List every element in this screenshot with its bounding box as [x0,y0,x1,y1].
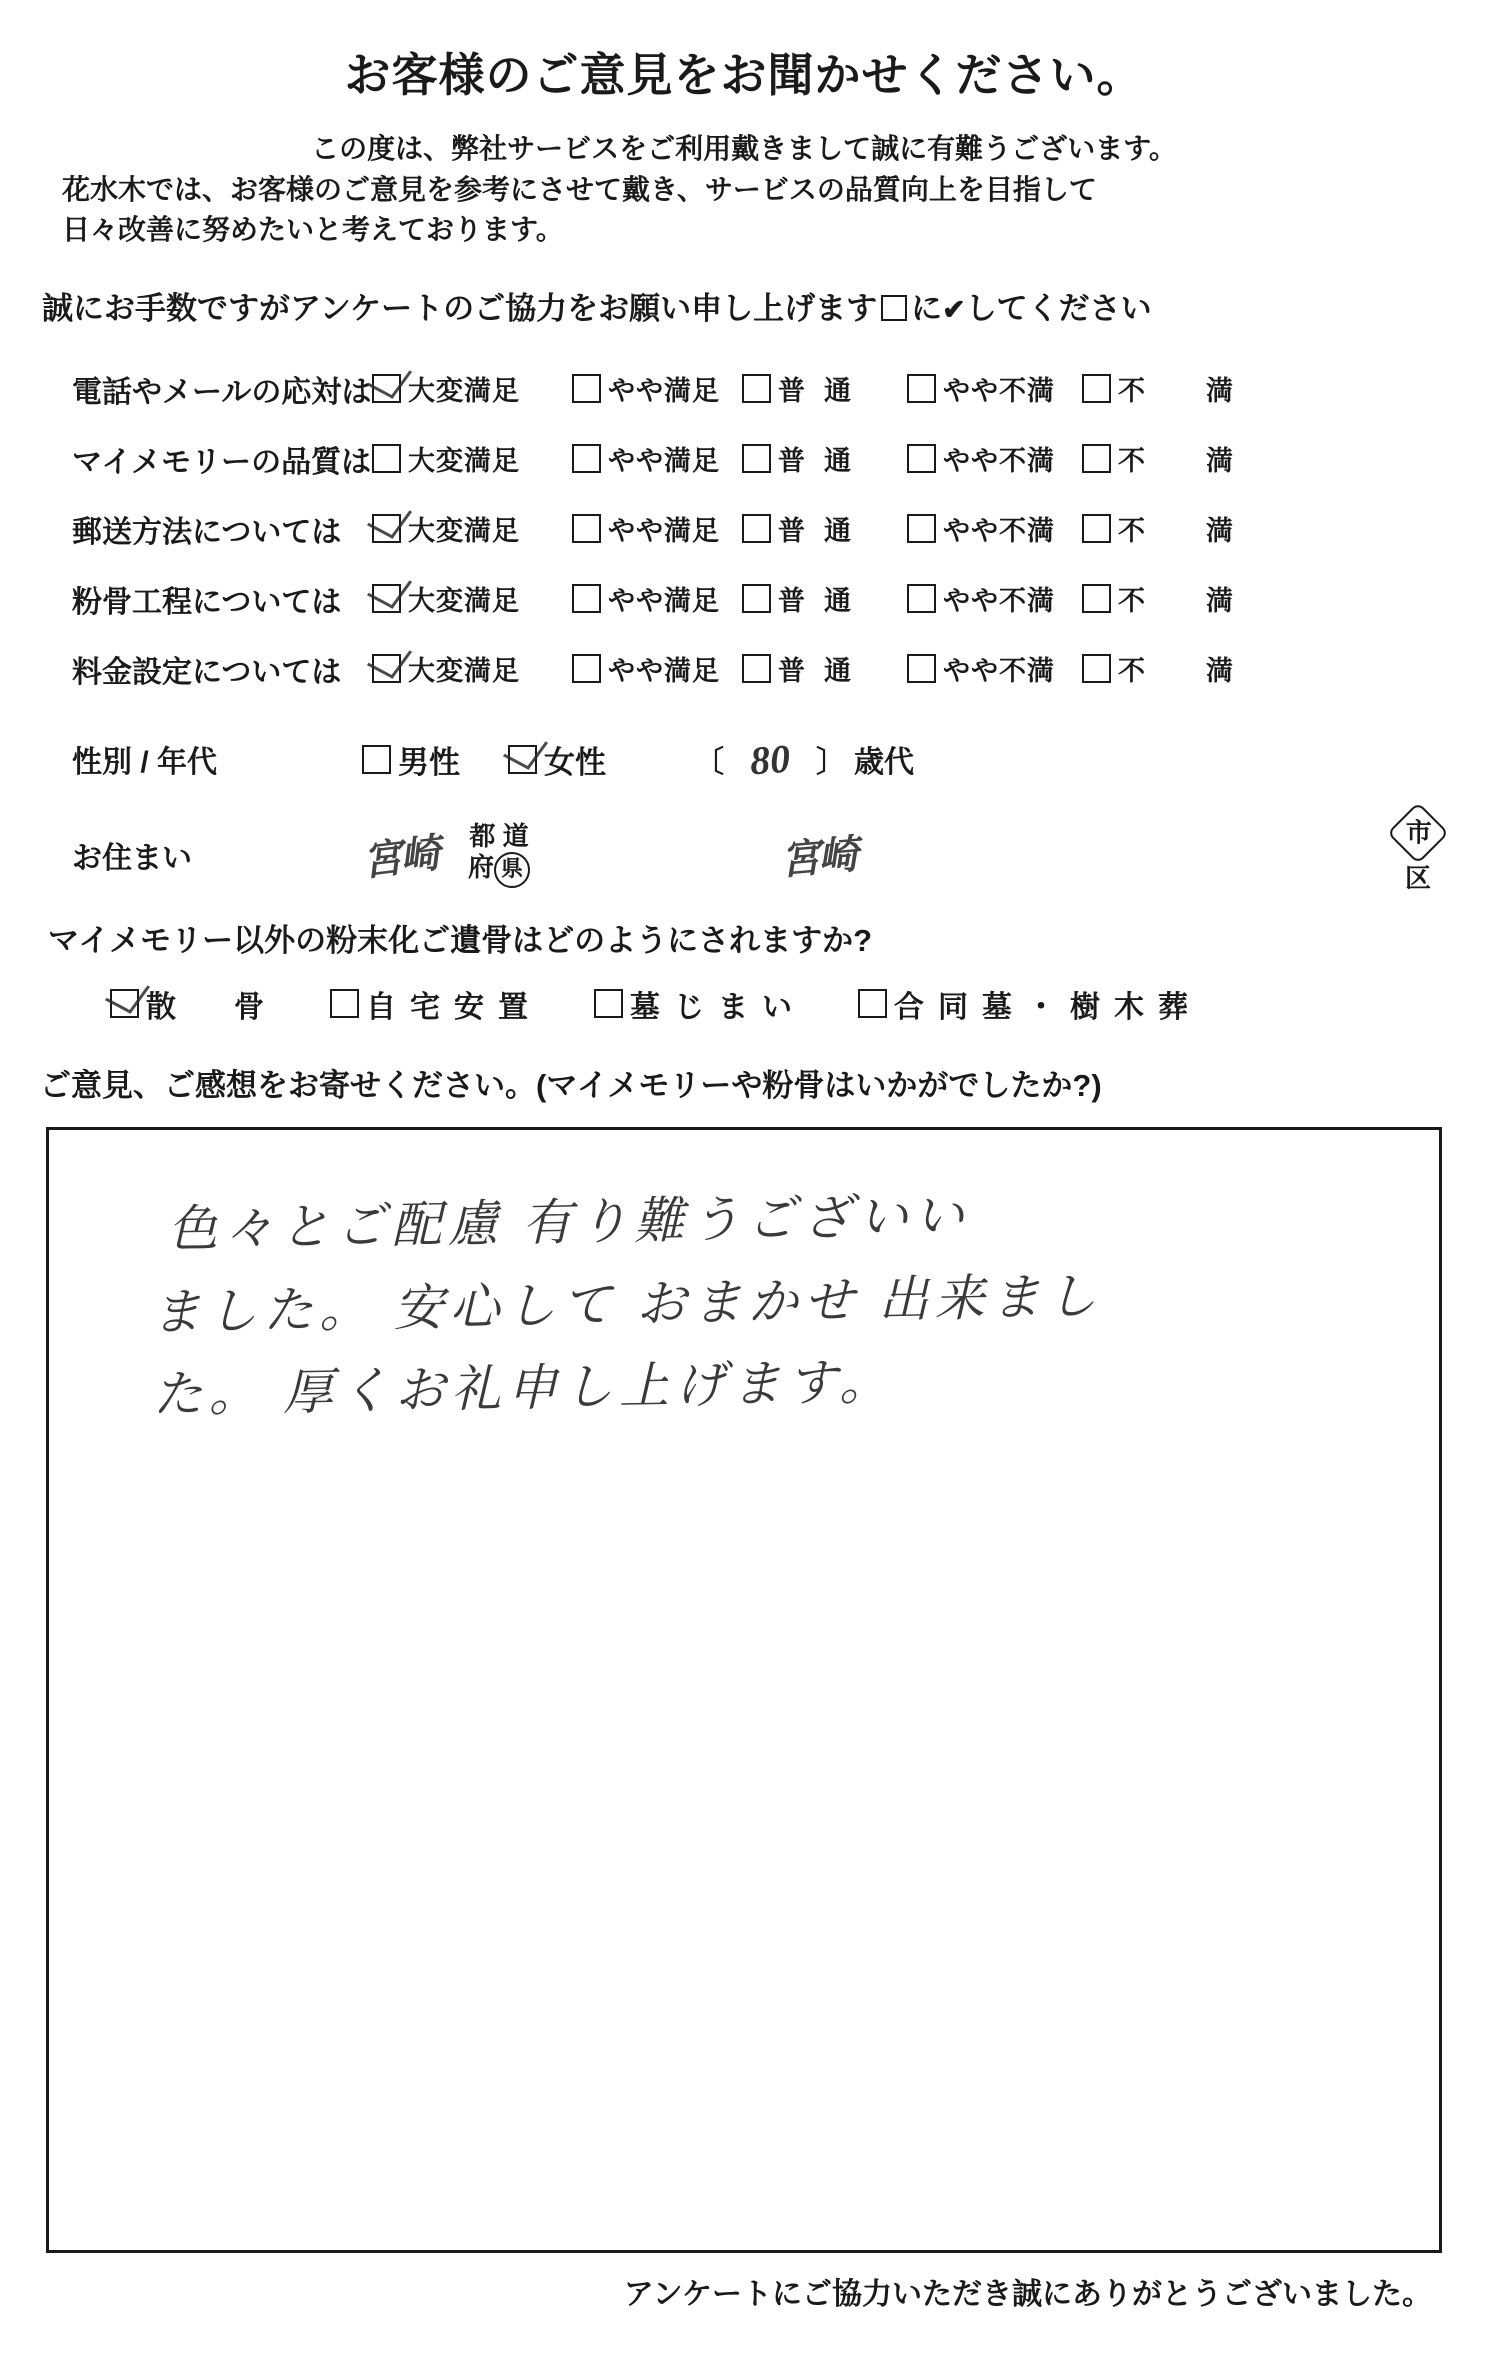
option-label-cont: 満 [1206,446,1233,477]
option-dissatisfied[interactable] [1082,579,1233,618]
option-average[interactable] [742,579,907,618]
question-label: 電話やメールの応対は [72,375,372,409]
gender-age-row [72,736,1488,783]
rating-questions [72,354,1432,704]
ku-label: 区 [1404,862,1431,893]
checkbox-icon[interactable] [907,374,936,403]
option-label: 自宅安置 [366,990,542,1024]
option-label: 不 [1118,446,1146,477]
option-dissatisfied[interactable] [1082,369,1233,408]
checkbox-icon[interactable] [372,654,401,683]
option-label: やや満足 [608,446,720,477]
ken-circled-label: 県 [494,852,530,888]
option-label-cont: 満 [1206,376,1233,407]
option-somewhat-satisfied[interactable] [572,649,742,688]
checkbox-icon[interactable] [1082,654,1111,683]
comment-textarea[interactable] [46,1127,1442,2253]
option-somewhat-dissatisfied[interactable] [907,649,1082,688]
checkbox-icon[interactable] [362,745,391,774]
option-somewhat-satisfied[interactable] [572,439,742,478]
option-label: やや不満 [943,376,1055,407]
city-handwritten-value: 宮崎 [778,832,859,884]
option-label: 普 [778,586,806,617]
option-label: 不 [1118,586,1146,617]
request-instruction-text: 誠にお手数ですがアンケートのご協力をお願い申し上げます [42,290,878,326]
question-options [372,369,1233,408]
option-communal-tree-burial[interactable] [858,982,1202,1026]
bracket-close: 〕 [816,746,846,780]
checkbox-icon[interactable] [572,584,601,613]
option-somewhat-satisfied[interactable] [572,369,742,408]
checkbox-icon[interactable] [742,374,771,403]
option-label-cont: 通 [824,656,851,687]
fuken-label [468,852,530,888]
option-label: 大変満足 [408,586,520,617]
prefecture-handwritten-value: 宮崎 [359,830,441,885]
option-label-cont: 満 [1206,516,1233,547]
checkbox-icon[interactable] [572,514,601,543]
option-dissatisfied[interactable] [1082,649,1233,688]
question-options [372,579,1233,618]
option-label: 不 [1118,656,1146,687]
option-very-satisfied[interactable] [372,439,572,478]
option-label: やや満足 [608,586,720,617]
option-label: やや不満 [943,586,1055,617]
question-row [72,634,1432,704]
comment-line-2: ました。 安心して おまかせ 出来まし [150,1267,1103,1341]
powder-question-label: マイメモリー以外の粉末化ご遺骨はどのようにされますか? [48,922,873,958]
city-ward-selector[interactable] [1396,811,1440,894]
fu-label: 府 [468,851,495,882]
instruction-checkbox-icon [881,295,907,321]
option-label: やや満足 [608,656,720,687]
prefecture-selector[interactable] [468,822,530,888]
option-label: 普 [778,656,806,687]
powder-options [110,982,1488,1026]
option-label: 普 [778,376,806,407]
checkbox-icon[interactable] [907,444,936,473]
option-label: 墓じまい [630,990,806,1024]
checkbox-icon[interactable] [572,444,601,473]
checkbox-icon[interactable] [907,584,936,613]
age-value: 80 [748,735,792,784]
todo-label: 都 道 [469,821,529,852]
option-grave-closing[interactable] [594,982,806,1026]
option-female[interactable] [508,737,606,782]
option-label: 男性 [398,744,460,780]
option-label: 不 [1118,516,1146,547]
option-average[interactable] [742,649,907,688]
option-average[interactable] [742,439,907,478]
option-male[interactable] [362,737,460,782]
checkbox-icon[interactable] [907,654,936,683]
checkbox-icon[interactable] [907,514,936,543]
option-somewhat-satisfied[interactable] [572,579,742,618]
comment-line-1: 色々とご配慮 有り難うございい [167,1187,971,1258]
option-somewhat-dissatisfied[interactable] [907,439,1082,478]
checkbox-icon[interactable] [1082,374,1111,403]
option-somewhat-satisfied[interactable] [572,509,742,548]
question-row [72,494,1432,564]
option-dissatisfied[interactable] [1082,509,1233,548]
checkbox-icon[interactable] [1082,444,1111,473]
age-field[interactable] [694,736,914,783]
intro-line-3: 日々改善に努めたいと考えております。 [62,214,564,246]
option-somewhat-dissatisfied[interactable] [907,579,1082,618]
checkbox-icon[interactable] [372,514,401,543]
page-title: お客様のご意見をお聞かせください。 [344,49,1144,101]
option-dissatisfied[interactable] [1082,439,1233,478]
checkbox-icon[interactable] [330,989,359,1018]
request-instruction-post: してください [965,290,1152,326]
option-label: やや不満 [943,446,1055,477]
question-options [372,439,1233,478]
option-label-cont: 満 [1206,656,1233,687]
question-options [372,649,1233,688]
comment-prompt: ご意見、ご感想をお寄せください。(マイメモリーや粉骨はいかがでしたか?) [40,1067,1102,1103]
intro-line-2: 花水木では、お客様のご意見を参考にさせて戴き、サービスの品質向上を目指して [62,173,1097,205]
checkbox-icon[interactable] [572,654,601,683]
address-row [72,809,1488,901]
option-label-cont: 通 [824,376,851,407]
checkbox-icon[interactable] [742,444,771,473]
checkbox-icon[interactable] [742,514,771,543]
comment-line-3: た。 厚くお礼申し上げます。 [152,1353,896,1423]
option-label: 大変満足 [408,376,520,407]
option-label-cont: 通 [824,516,851,547]
option-label: 大変満足 [408,516,520,547]
question-options [372,509,1233,548]
question-label: 郵送方法については [72,515,342,549]
shi-circled-label: 市 [1396,811,1440,855]
request-instruction [42,283,1488,328]
check-mark-icon: ✔ [942,293,966,325]
address-label: お住まい [72,841,192,875]
age-suffix: 歳代 [854,746,914,780]
option-label: 散 骨 [146,990,278,1024]
option-label: やや満足 [608,516,720,547]
option-label: 大変満足 [408,656,520,687]
option-very-satisfied[interactable] [372,649,572,688]
checkbox-icon[interactable] [508,745,537,774]
option-average[interactable] [742,509,907,548]
option-somewhat-dissatisfied[interactable] [907,509,1082,548]
question-row [72,564,1432,634]
question-label: 粉骨工程については [72,585,342,619]
question-row [72,354,1432,424]
option-label-cont: 通 [824,446,851,477]
option-label: やや満足 [608,376,720,407]
option-very-satisfied[interactable] [372,369,572,408]
option-label: やや不満 [943,516,1055,547]
option-average[interactable] [742,369,907,408]
gender-age-label: 性別 / 年代 [72,746,218,780]
intro-paragraph [0,129,1488,251]
bracket-open: 〔 [694,746,724,780]
footer-thanks: アンケートにご協力いただき誠にありがとうございました。 [623,2277,1432,2311]
option-very-satisfied[interactable] [372,579,572,618]
intro-line-1: この度は、弊社サービスをご利用戴きまして誠に有難うございます。 [311,133,1177,165]
option-label: 女性 [544,744,606,780]
checkbox-icon[interactable] [742,584,771,613]
question-row [72,424,1432,494]
comment-handwritten-text [150,1168,1351,1436]
checkbox-icon[interactable] [1082,584,1111,613]
checkbox-icon[interactable] [110,989,139,1018]
option-label: やや不満 [943,656,1055,687]
option-very-satisfied[interactable] [372,509,572,548]
question-label: 料金設定については [72,655,342,689]
option-label: 合同墓・樹木葬 [894,990,1202,1024]
checkbox-icon[interactable] [594,989,623,1018]
checkbox-icon[interactable] [858,989,887,1018]
option-scattering[interactable] [110,982,278,1026]
option-somewhat-dissatisfied[interactable] [907,369,1082,408]
checkbox-icon[interactable] [372,444,401,473]
option-label-cont: 満 [1206,586,1233,617]
option-label: 不 [1118,376,1146,407]
option-label: 普 [778,516,806,547]
option-label: 大変満足 [408,446,520,477]
option-label: 普 [778,446,806,477]
option-home-enshrinement[interactable] [330,982,542,1026]
checkbox-icon[interactable] [742,654,771,683]
survey-sheet [0,48,1488,2370]
checkbox-icon[interactable] [1082,514,1111,543]
checkbox-icon[interactable] [572,374,601,403]
request-instruction-mid: に [911,290,943,326]
option-label-cont: 通 [824,586,851,617]
question-label: マイメモリーの品質は [72,445,372,479]
checkbox-icon[interactable] [372,374,401,403]
checkbox-icon[interactable] [372,584,401,613]
